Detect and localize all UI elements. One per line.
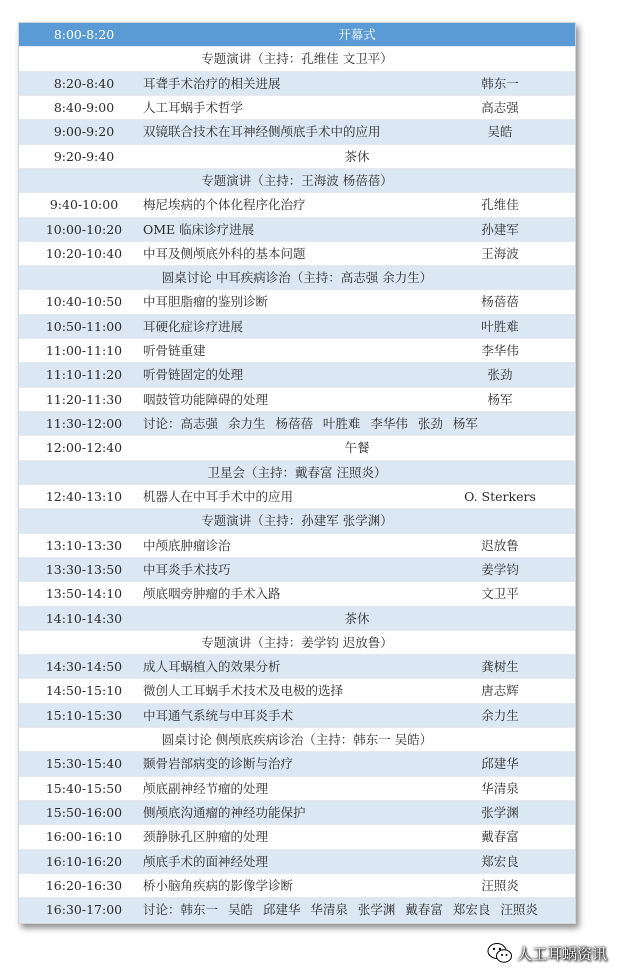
speaker-name: 华清泉	[481, 780, 519, 796]
speaker-name: 叶胜难	[481, 318, 519, 334]
time-cell: 15:40-15:50	[45, 780, 123, 796]
talk-title: 机器人在中耳手术中的应用	[143, 488, 294, 504]
talk-row	[19, 534, 575, 558]
talk-title: 人工耳蜗手术哲学	[143, 99, 244, 115]
session-header: 专题演讲（主持：姜学钧 迟放鲁）	[201, 634, 393, 650]
time-cell: 15:30-15:40	[45, 756, 123, 772]
discussion-participants: 讨论：高志强 余力生 杨蓓蓓 叶胜难 李华伟 张劲 杨军	[143, 416, 478, 431]
time-cell: 12:40-13:10	[45, 488, 123, 504]
speaker-name: 韩东一	[481, 75, 519, 91]
speaker-name: 唐志辉	[481, 683, 519, 699]
time-cell: 10:00-10:20	[45, 221, 123, 237]
talk-title: 微创人工耳蜗手术技术及电极的选择	[143, 683, 344, 699]
speaker-name: 戴春富	[481, 829, 519, 845]
talk-row	[19, 801, 575, 825]
time-cell: 16:00-16:10	[45, 829, 123, 845]
speaker-name: O. Sterkers	[464, 488, 536, 504]
session-header-row	[19, 509, 575, 533]
speaker-name: 邱建华	[481, 756, 519, 772]
time-cell: 10:50-11:00	[45, 318, 123, 334]
session-header: 圆桌讨论 中耳疾病诊治（主持：高志强 余力生）	[161, 270, 433, 286]
talk-title: 中颅底肿瘤诊治	[143, 537, 231, 553]
time-cell: 16:10-16:20	[45, 853, 123, 869]
session-header: 圆桌讨论 侧颅底疾病诊治（主持：韩东一 吴皓）	[161, 732, 433, 748]
talk-title: 侧颅底沟通瘤的神经功能保护	[143, 805, 306, 820]
time-cell: 15:50-16:00	[45, 805, 123, 820]
session-header-row	[19, 169, 575, 193]
session-header: 专题演讲（主持：孔维佳 文卫平）	[201, 51, 393, 67]
watermark	[487, 938, 607, 968]
speaker-name: 吴皓	[487, 124, 513, 140]
time-cell: 9:40-10:00	[49, 197, 119, 213]
session-header-row	[19, 266, 575, 290]
talk-title: 颅底手术的面神经处理	[143, 853, 269, 869]
session-header-row	[19, 461, 575, 485]
talk-row	[19, 290, 575, 314]
time-cell: 14:50-15:10	[45, 683, 123, 699]
talk-row	[19, 72, 575, 96]
time-cell: 11:00-11:10	[45, 343, 123, 359]
talk-row	[19, 825, 575, 849]
speaker-name: 张劲	[487, 367, 513, 383]
time-cell: 13:10-13:30	[45, 537, 123, 553]
talk-row	[19, 679, 575, 703]
opening-row	[19, 23, 575, 47]
session-header-row	[19, 47, 575, 71]
speaker-name: 迟放鲁	[481, 537, 519, 553]
time-cell: 11:10-11:20	[45, 367, 123, 383]
session-header: 专题演讲（主持：王海波 杨蓓蓓）	[201, 172, 393, 188]
speaker-name: 孙建军	[481, 221, 519, 237]
speaker-name: 高志强	[481, 99, 519, 115]
speaker-name: 张学渊	[481, 805, 519, 820]
break-label: 开幕式	[338, 27, 376, 42]
talk-row	[19, 315, 575, 339]
session-header-row	[19, 631, 575, 655]
talk-title: 桥小脑角疾病的影像学诊断	[143, 877, 294, 893]
discussion-participants: 讨论：韩东一 吴皓 邱建华 华清泉 张学渊 戴春富 郑宏良 汪照炎	[143, 902, 538, 918]
talk-row	[19, 485, 575, 509]
speaker-name: 余力生	[481, 707, 519, 723]
time-cell: 8:40-9:00	[53, 99, 115, 115]
talk-title: 颅底副神经节瘤的处理	[143, 780, 269, 796]
break-label: 午餐	[344, 440, 370, 456]
talk-title: 中耳及侧颅底外科的基本问题	[143, 245, 306, 261]
time-cell: 16:30-17:00	[45, 902, 123, 918]
talk-title: 颅底咽旁肿瘤的手术入路	[143, 586, 281, 602]
time-cell: 10:40-10:50	[45, 294, 123, 310]
speaker-name: 龚树生	[481, 659, 519, 675]
talk-title: 耳聋手术治疗的相关进展	[143, 75, 281, 91]
speaker-name: 孔维佳	[481, 197, 519, 213]
time-cell: 8:20-8:40	[53, 75, 115, 91]
time-cell: 12:00-12:40	[45, 440, 123, 456]
discussion-row	[19, 412, 575, 436]
talk-row	[19, 339, 575, 363]
wechat-icon	[487, 942, 513, 964]
watermark-text: 人工耳蜗资讯	[516, 944, 607, 963]
talk-title: 梅尼埃病的个体化程序化治疗	[143, 197, 306, 213]
speaker-name: 文卫平	[481, 586, 519, 602]
time-cell: 10:20-10:40	[45, 245, 123, 261]
talk-title: 听骨链重建	[143, 343, 206, 359]
break-label: 茶休	[344, 610, 370, 626]
speaker-name: 王海波	[481, 245, 519, 261]
time-cell: 9:20-9:40	[53, 148, 115, 164]
talk-title: 双镜联合技术在耳神经侧颅底手术中的应用	[143, 124, 381, 140]
time-cell: 15:10-15:30	[45, 707, 123, 723]
discussion-row	[19, 898, 575, 922]
talk-title: 听骨链固定的处理	[143, 367, 244, 383]
talk-title: 中耳胆脂瘤的鉴别诊断	[143, 294, 269, 310]
talk-row	[19, 558, 575, 582]
talk-title: 中耳炎手术技巧	[143, 561, 231, 577]
talk-row	[19, 752, 575, 776]
speaker-name: 杨军	[487, 391, 513, 407]
talk-row	[19, 582, 575, 606]
talk-row	[19, 96, 575, 120]
time-cell: 11:20-11:30	[45, 391, 123, 407]
time-cell: 16:20-16:30	[45, 877, 123, 893]
time-cell: 8:00-8:20	[53, 27, 115, 42]
talk-title: 成人耳蜗植入的效果分析	[143, 659, 281, 675]
break-label: 茶休	[344, 148, 370, 164]
time-cell: 13:50-14:10	[45, 586, 123, 602]
talk-title: 咽鼓管功能障碍的处理	[143, 391, 269, 407]
break-row	[19, 607, 575, 631]
speaker-name: 李华伟	[481, 343, 519, 359]
speaker-name: 姜学钧	[481, 561, 519, 577]
speaker-name: 郑宏良	[481, 853, 519, 869]
break-row	[19, 436, 575, 460]
session-header: 专题演讲（主持：孙建军 张学渊）	[201, 513, 393, 529]
time-cell: 13:30-13:50	[45, 561, 123, 577]
talk-row	[19, 363, 575, 387]
talk-row	[19, 193, 575, 217]
speaker-name: 杨蓓蓓	[481, 294, 519, 310]
speaker-name: 汪照炎	[481, 877, 519, 893]
time-cell: 9:00-9:20	[53, 124, 115, 140]
talk-title: 颈静脉孔区肿瘤的处理	[143, 829, 269, 845]
talk-row	[19, 874, 575, 898]
talk-row	[19, 655, 575, 679]
time-cell: 14:30-14:50	[45, 659, 123, 675]
talk-row	[19, 777, 575, 801]
session-header-row	[19, 728, 575, 752]
talk-title: OME 临床诊疗进展	[143, 221, 255, 237]
session-header: 卫星会（主持：戴春富 汪照炎）	[207, 464, 387, 480]
time-cell: 11:30-12:00	[45, 416, 123, 431]
talk-row	[19, 120, 575, 144]
time-cell: 14:10-14:30	[45, 610, 123, 626]
talk-row	[19, 388, 575, 412]
talk-row	[19, 850, 575, 874]
talk-title: 颞骨岩部病变的诊断与治疗	[143, 756, 294, 772]
talk-row	[19, 704, 575, 728]
talk-title: 耳硬化症诊疗进展	[143, 318, 244, 334]
break-row	[19, 145, 575, 169]
talk-row	[19, 218, 575, 242]
schedule-table	[18, 22, 576, 924]
talk-row	[19, 242, 575, 266]
talk-title: 中耳通气系统与中耳炎手术	[143, 707, 294, 723]
